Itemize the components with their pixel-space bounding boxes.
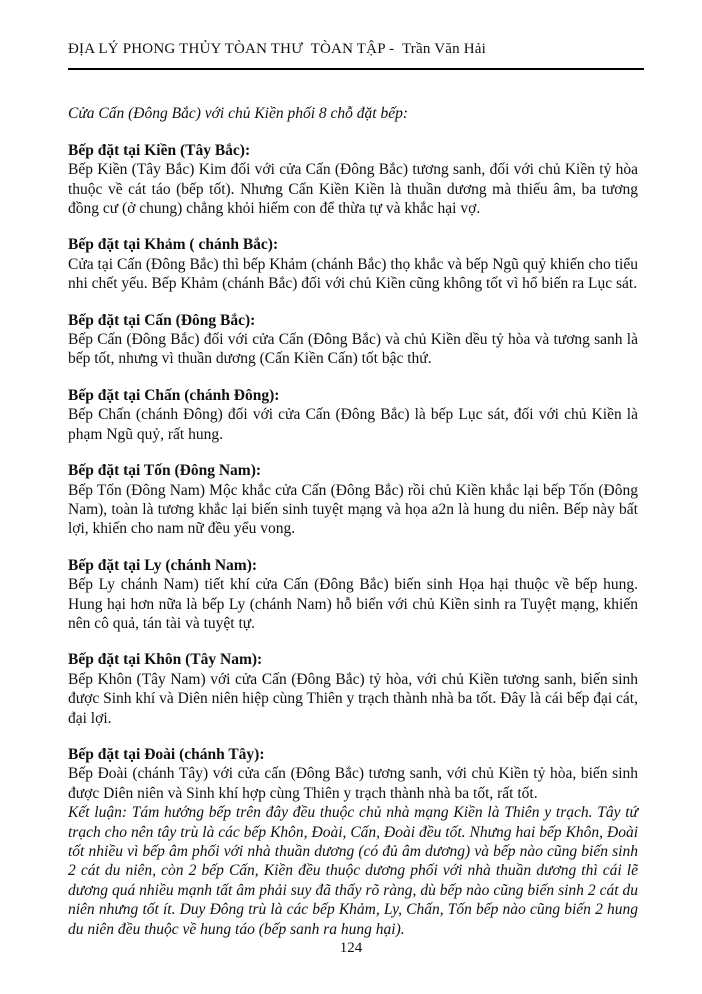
section-body: Bếp Kiền (Tây Bắc) Kim đối với cửa Cấn (Đông Bắc) tương sanh, đối với chủ Kiền tỷ hòa thuộc về cát táo (bếp tốt). Nhưng Cấn Kiền Kiền là thuần dương mà thiếu âm, ba tương đồng cư (ở chung) chẳng khỏi hiếm con để thừa tự và khắc hại vợ. <box>68 161 638 218</box>
header-divider <box>68 68 644 70</box>
page-header <box>68 40 638 70</box>
section-khon <box>68 650 638 728</box>
section-doai <box>68 745 638 803</box>
section-body: Bếp Đoài (chánh Tây) với cửa cấn (Đông Bắc) tương sanh, với chủ Kiền tỷ hòa, biến sinh được Diên niên và Sinh khí hợp cùng Thiên y trạch thành nhà ba tốt, rất tốt. <box>68 765 638 802</box>
section-ly <box>68 556 638 634</box>
section-body: Bếp Khôn (Tây Nam) với cửa Cấn (Đông Bắc) tỷ hòa, với chủ Kiền tương sanh, biến sinh được Sinh khí và Diên niên hiệp cùng Thiên y trạch thành nhà ba tốt. Đây là cái bếp đại cát, đại lợi. <box>68 670 638 727</box>
section-body: Bếp Chấn (chánh Đông) đối với cửa Cấn (Đông Bắc) là bếp Lục sát, đối với chủ Kiền là phạm Ngũ quỷ, rất hung. <box>68 406 638 443</box>
section-heading: Bếp đặt tại Kiền (Tây Bắc): <box>68 141 251 159</box>
section-heading: Bếp đặt tại Khảm ( chánh Bắc): <box>68 236 279 254</box>
section-heading: Bếp đặt tại Khôn (Tây Nam): <box>68 651 263 669</box>
section-body: Cửa tại Cấn (Đông Bắc) thì bếp Khảm (chánh Bắc) thọ khắc và bếp Ngũ quỷ khiến cho tiểu nhi chết yếu. Bếp Khảm (chánh Bắc) đối với chủ Kiền cũng không tốt vì hổ biến ra Lục sát. <box>68 255 638 293</box>
document-title: ĐỊA LÝ PHONG THỦY TÒAN THƯ TÒAN TẬP - Trần Văn Hải <box>68 41 487 57</box>
section-kien <box>68 141 638 219</box>
section-can <box>68 311 638 369</box>
section-ton <box>68 461 638 539</box>
section-heading: Bếp đặt tại Tốn (Đông Nam): <box>68 462 262 480</box>
section-kham <box>68 235 638 293</box>
page-number: 124 <box>339 939 363 956</box>
intro-line: Cửa Cấn (Đông Bắc) với chủ Kiền phối 8 chỗ đặt bếp: <box>68 105 409 123</box>
section-heading: Bếp đặt tại Đoài (chánh Tây): <box>68 745 265 763</box>
section-body: Bếp Cấn (Đông Bắc) đối với cửa Cấn (Đông Bắc) và chủ Kiền dều tỷ hòa và tương sanh là bếp tốt, nhưng vì thuần dương (Cấn Kiền Cấn) tốt bậc thứ. <box>68 331 638 368</box>
section-body: Bếp Ly chánh Nam) tiết khí cửa Cấn (Đông Bắc) biến sinh Họa hại thuộc về bếp hung. Hung hại hơn nữa là bếp Ly (chánh Nam) hỗ biến với chủ Kiền sinh ra Tuyệt mạng, khiến nên cô quả, tán tài và tuyệt tự. <box>68 576 638 632</box>
section-heading: Bếp đặt tại Chấn (chánh Đông): <box>68 386 280 404</box>
section-heading: Bếp đặt tại Cấn (Đông Bắc): <box>68 311 256 329</box>
section-heading: Bếp đặt tại Ly (chánh Nam): <box>68 556 258 574</box>
section-chan <box>68 386 638 444</box>
conclusion-paragraph: Kết luận: Tám hướng bếp trên đây đều thuộc chủ nhà mạng Kiền là Thiên y trạch. Tây tứ trạch cho nên tây trù là các bếp Khôn, Đoài, Cấn, Đoài đều tốt. Nhưng hai bếp Khôn, Đoài tốt nhiều vì bếp âm phối với nhà thuần dương (có đủ âm dương) và bếp nào cũng biến sinh 2 cát du niên, còn 2 bếp Cấn, Kiền đều thuộc dương phối với nhà thuần dương thì cái lẽ dương quá nhiều mạnh tất âm phải suy đã thấy rõ ràng, dù bếp nào cũng biến sinh 2 cát du niên nhưng tốt ít. Duy Đông trù là các bếp Khảm, Ly, Chấn, Tốn bếp nào cũng biến 2 hung du niên đều thuộc về hung táo (bếp sanh ra hung hại). <box>68 804 638 938</box>
section-body: Bếp Tốn (Đông Nam) Mộc khắc cửa Cấn (Đông Bắc) rồi chủ Kiền khắc lại bếp Tốn (Đông Nam), toàn là tương khắc lại biến sinh tuyệt mạng và họa a2n là hung du niên. Bếp này bất lợi, khiến cho nam nữ đều yểu vong. <box>68 481 638 538</box>
